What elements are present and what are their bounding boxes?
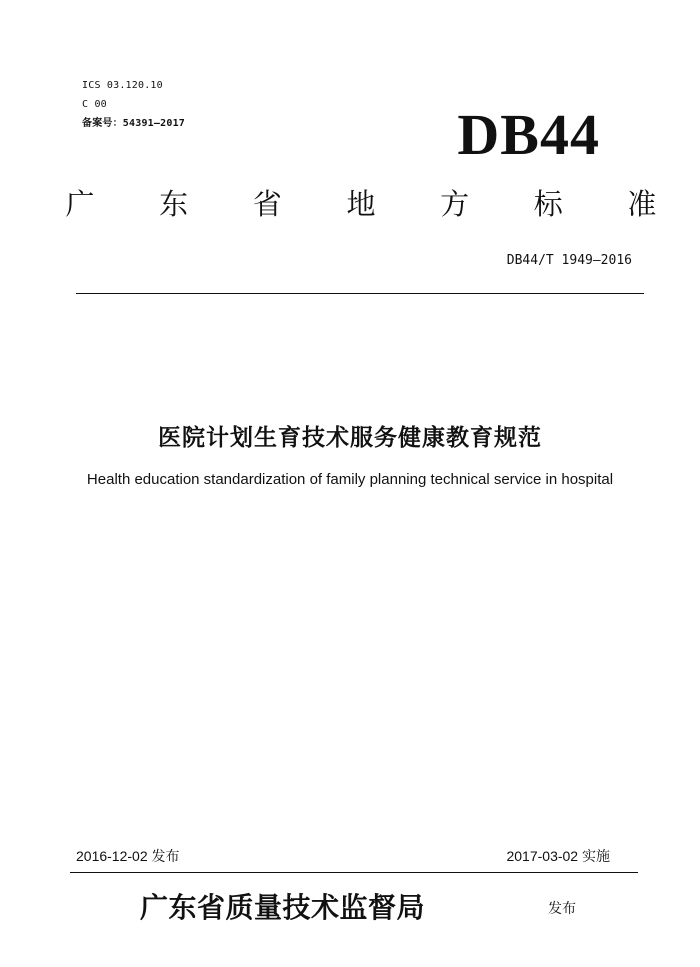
db-code-mark: DB44	[457, 102, 600, 167]
standard-type-heading	[60, 184, 662, 224]
standard-number: DB44/T 1949—2016	[506, 253, 632, 268]
classification-code: C 00	[82, 99, 107, 110]
title-english: Health education standardization of family planning technical service in hospital	[86, 471, 614, 488]
top-divider	[76, 293, 644, 294]
standard-type-char: 准	[627, 187, 657, 221]
standard-type-char: 标	[533, 187, 563, 221]
issue-date: 2016-12-02 发布	[76, 848, 180, 864]
title-chinese: 医院计划生育技术服务健康教育规范	[158, 425, 542, 451]
standard-type-char: 方	[440, 187, 470, 221]
implementation-date: 2017-03-02 实施	[506, 848, 610, 864]
standard-type-char: 地	[346, 187, 376, 221]
filing-number: 备案号：54391—2017	[82, 118, 186, 129]
standard-type-char: 东	[159, 187, 189, 221]
standard-type-char: 广	[65, 187, 95, 221]
publisher-name: 广东省质量技术监督局	[140, 891, 426, 924]
bottom-divider	[70, 872, 638, 873]
publish-label: 发布	[548, 901, 576, 917]
standard-type-char: 省	[252, 187, 282, 221]
ics-code: ICS 03.120.10	[82, 80, 163, 91]
classification-block	[82, 76, 185, 133]
